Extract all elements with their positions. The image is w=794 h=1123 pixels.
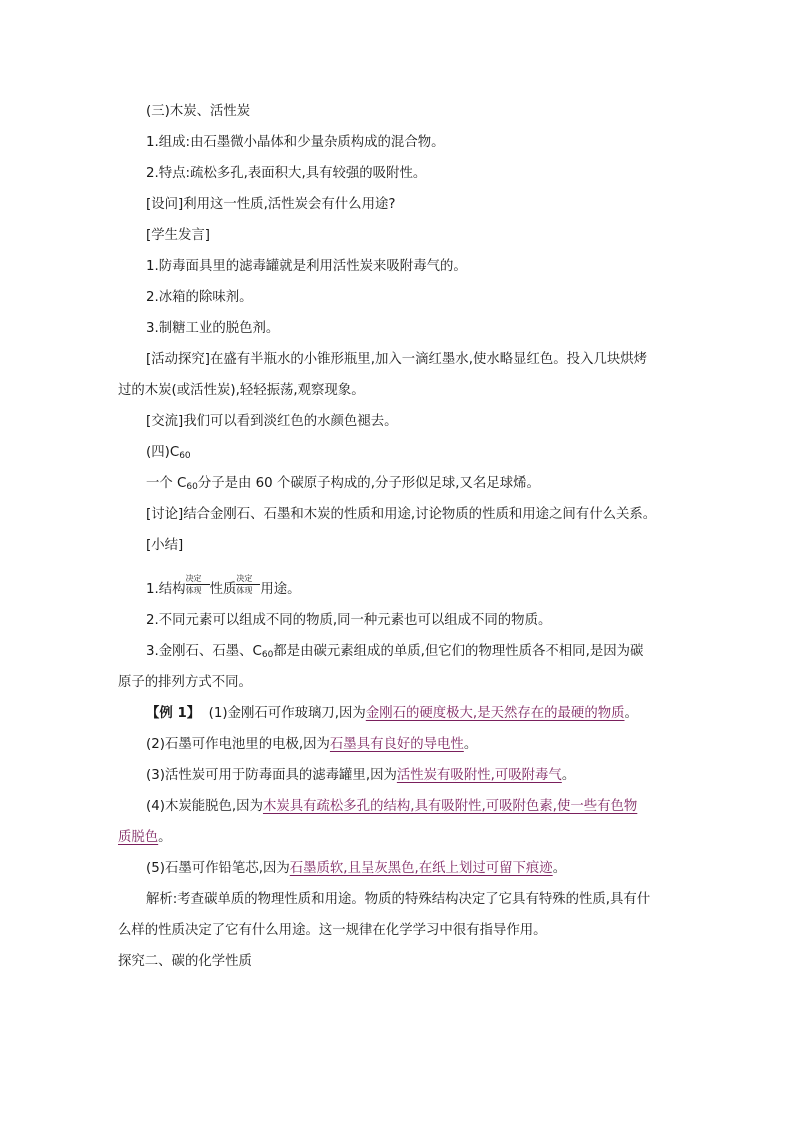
question-line: [设问]利用这一性质,活性炭会有什么用途? [146,197,396,212]
example-q4 [118,797,688,817]
example-q1 [118,704,688,724]
q5-text: (5)石墨可作铅笔芯,因为 [146,861,290,876]
q4-answer-cont: 质脱色 [118,830,159,845]
composition-item: 1.组成:由石墨微小晶体和少量杂质构成的混合物。 [146,135,445,150]
example-label: 【例 1】 [146,706,201,721]
summary-structure: 1.结构 [146,582,186,597]
q1-text: (1)金刚石可作玻璃刀,因为 [208,706,366,721]
c60-desc-subscript: 60 [186,482,198,492]
c60-heading-text: (四)C [146,445,180,460]
summary-item-3-cont: 原子的排列方式不同。 [118,675,252,690]
summary-item-2: 2.不同元素可以组成不同的物质,同一种元素也可以组成不同的物质。 [146,613,552,628]
c60-description [118,474,688,497]
q3-answer: 活性炭有吸附性,可吸附毒气 [396,768,562,783]
q5-end: 。 [552,861,567,876]
student-speech-label: [学生发言] [146,228,211,243]
q3-text: (3)活性炭可用于防毒面具的滤毒罐里,因为 [146,768,397,783]
relation-top-label: 决定 [236,574,253,583]
summary-use: 用途。 [260,582,301,597]
q4-answer: 木炭具有疏松多孔的结构,具有吸附性,可吸附色素,使一些有色物 [262,799,638,814]
q4-text: (4)木炭能脱色,因为 [146,799,263,814]
relation-top-label: 决定 [185,574,202,583]
relation-arrow-1 [185,574,210,600]
example-q5 [118,859,688,879]
summary-3-post: 都是由碳元素组成的单质,但它们的物理性质各不相同,是因为碳 [273,644,644,659]
activity-line-2: 过的木炭(或活性炭),轻轻振荡,观察现象。 [118,383,365,398]
summary-3-pre: 3.金刚石、石墨、C [146,644,262,659]
exchange-line: [交流]我们可以看到淡红色的水颜色褪去。 [146,414,398,429]
q2-end: 。 [463,737,478,752]
summary-3-subscript: 60 [261,650,274,660]
example-q3 [118,766,688,786]
q1-answer: 金刚石的硬度极大,是天然存在的最硬的物质 [365,706,625,721]
relation-bottom-label: 体现 [185,586,202,595]
relation-bottom-label: 体现 [236,586,253,595]
discussion-line: [讨论]结合金刚石、石墨和木炭的性质和用途,讨论物质的性质和用途之间有什么关系。 [146,507,657,522]
section-heading-charcoal: (三)木炭、活性炭 [146,104,251,119]
use-item-3: 3.制糖工业的脱色剂。 [146,321,280,336]
example-q2 [118,735,688,755]
use-item-1: 1.防毒面具里的滤毒罐就是利用活性炭来吸附毒气的。 [146,259,467,274]
q5-answer: 石墨质软,且呈灰黑色,在纸上划过可留下痕迹 [289,861,553,876]
q1-end: 。 [624,706,638,721]
section-heading-c60 [118,443,688,466]
q4-end: 。 [158,830,172,845]
next-section-heading: 探究二、碳的化学性质 [118,954,252,969]
q2-text: (2)石墨可作电池里的电极,因为 [146,737,330,752]
summary-label: [小结] [146,538,184,553]
summary-item-1 [118,574,688,600]
relation-arrow-2 [236,574,260,600]
analysis-line-1: 解析:考查碳单质的物理性质和用途。物质的特殊结构决定了它具有特殊的性质,具有什 [146,892,651,907]
q3-end: 。 [561,768,576,783]
feature-item: 2.特点:疏松多孔,表面积大,具有较强的吸附性。 [146,166,427,181]
summary-item-3 [118,642,688,665]
use-item-2: 2.冰箱的除味剂。 [146,290,253,305]
q2-answer: 石墨具有良好的导电性 [329,737,464,752]
example-q4-cont [118,828,688,848]
c60-subscript: 60 [179,451,191,461]
c60-desc-pre: 一个 C [146,476,187,491]
c60-desc-post: 分子是由 60 个碳原子构成的,分子形似足球,又名足球烯。 [197,476,540,491]
summary-property: 性质 [209,582,237,597]
activity-line-1: [活动探究]在盛有半瓶水的小锥形瓶里,加入一滴红墨水,使水略显红色。投入几块烘烤 [146,352,648,367]
analysis-line-2: 么样的性质决定了它有什么用途。这一规律在化学学习中很有指导作用。 [118,923,547,938]
